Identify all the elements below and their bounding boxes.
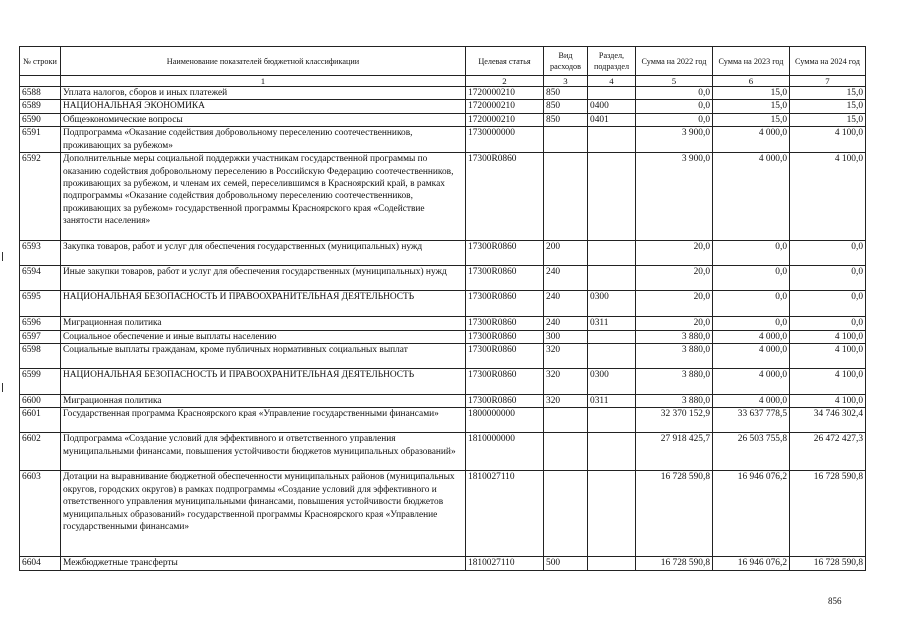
- row-name: Социальное обеспечение и иные выплаты населению: [61, 330, 466, 343]
- row-sum-2024: 4 100,0: [790, 369, 866, 395]
- row-sum-2024: 4 100,0: [790, 395, 866, 408]
- row-sum-2024: 4 100,0: [790, 153, 866, 241]
- row-sum-2024: 0,0: [790, 317, 866, 330]
- row-section: 0311: [588, 395, 636, 408]
- row-number: 6599: [20, 369, 61, 395]
- row-number: 6598: [20, 344, 61, 369]
- row-expense-type: 500: [544, 557, 588, 570]
- row-number: 6595: [20, 291, 61, 317]
- table-row: [20, 330, 866, 343]
- row-sum-2022: 0,0: [636, 87, 713, 100]
- table-body: [20, 87, 866, 571]
- row-section: 0400: [588, 100, 636, 113]
- scan-mark: [2, 252, 3, 261]
- table-row: [20, 87, 866, 100]
- row-expense-type: [544, 408, 588, 433]
- header-sum-2023: Сумма на 2023 год: [713, 47, 790, 76]
- row-sum-2023: 16 946 076,2: [713, 471, 790, 557]
- row-sum-2023: 4 000,0: [713, 153, 790, 241]
- row-sum-2022: 20,0: [636, 266, 713, 291]
- row-section: [588, 557, 636, 570]
- row-section: 0300: [588, 291, 636, 317]
- row-name: НАЦИОНАЛЬНАЯ БЕЗОПАСНОСТЬ И ПРАВООХРАНИТЕЛЬНАЯ ДЕЯТЕЛЬНОСТЬ: [61, 291, 466, 317]
- table-row: [20, 433, 866, 471]
- row-number: 6601: [20, 408, 61, 433]
- row-expense-type: 320: [544, 344, 588, 369]
- row-name: НАЦИОНАЛЬНАЯ ЭКОНОМИКА: [61, 100, 466, 113]
- row-sum-2023: 4 000,0: [713, 369, 790, 395]
- header-target: Целевая статья: [466, 47, 544, 76]
- row-sum-2024: 0,0: [790, 241, 866, 266]
- row-expense-type: 850: [544, 113, 588, 126]
- row-section: 0300: [588, 369, 636, 395]
- row-name: Социальные выплаты гражданам, кроме публичных нормативных социальных выплат: [61, 344, 466, 369]
- row-target: 17300R0860: [466, 330, 544, 343]
- row-number: 6593: [20, 241, 61, 266]
- column-number: 1: [61, 76, 466, 87]
- row-target: 1810000000: [466, 433, 544, 471]
- header-section: Раздел, подраздел: [588, 47, 636, 76]
- row-expense-type: 200: [544, 241, 588, 266]
- table-row: [20, 113, 866, 126]
- row-target: 1810027110: [466, 557, 544, 570]
- row-sum-2024: 4 100,0: [790, 127, 866, 153]
- row-expense-type: 320: [544, 395, 588, 408]
- row-target: 17300R0860: [466, 395, 544, 408]
- row-sum-2023: 0,0: [713, 317, 790, 330]
- column-number: [20, 76, 61, 87]
- row-section: 0311: [588, 317, 636, 330]
- row-name: Межбюджетные трансферты: [61, 557, 466, 570]
- row-name: Государственная программа Красноярского края «Управление государственными финансами»: [61, 408, 466, 433]
- row-sum-2022: 3 880,0: [636, 369, 713, 395]
- row-target: 17300R0860: [466, 291, 544, 317]
- row-section: [588, 433, 636, 471]
- column-number: 2: [466, 76, 544, 87]
- row-sum-2022: 3 880,0: [636, 330, 713, 343]
- row-target: 17300R0860: [466, 266, 544, 291]
- column-number-row: [20, 76, 866, 87]
- row-number: 6589: [20, 100, 61, 113]
- row-sum-2024: 15,0: [790, 87, 866, 100]
- row-sum-2023: 4 000,0: [713, 344, 790, 369]
- row-name: Миграционная политика: [61, 395, 466, 408]
- row-sum-2024: 34 746 302,4: [790, 408, 866, 433]
- row-number: 6591: [20, 127, 61, 153]
- column-number: 5: [636, 76, 713, 87]
- header-row-no: № строки: [20, 47, 61, 76]
- row-expense-type: [544, 153, 588, 241]
- table-row: [20, 344, 866, 369]
- row-target: 17300R0860: [466, 369, 544, 395]
- row-number: 6602: [20, 433, 61, 471]
- table-row: [20, 471, 866, 557]
- row-target: 1730000000: [466, 127, 544, 153]
- row-sum-2024: 16 728 590,8: [790, 557, 866, 570]
- row-sum-2023: 15,0: [713, 87, 790, 100]
- row-number: 6592: [20, 153, 61, 241]
- row-expense-type: 300: [544, 330, 588, 343]
- row-sum-2022: 0,0: [636, 100, 713, 113]
- row-target: 1720000210: [466, 100, 544, 113]
- table-row: [20, 395, 866, 408]
- row-expense-type: [544, 433, 588, 471]
- row-number: 6588: [20, 87, 61, 100]
- row-expense-type: [544, 127, 588, 153]
- table-row: [20, 241, 866, 266]
- row-name: Дополнительные меры социальной поддержки участникам государственной программы по оказанию содействия добровольному переселению в Российскую Федерацию соотечественников, проживающих за рубежом, и членам их семей, переселившимся в Красноярский край, в рамках подпрограммы «Оказание содействия добровольному переселению соотечественников, проживающих за рубежом» государственной программы Красноярского края «Содействие занятости населения»: [61, 153, 466, 241]
- row-sum-2022: 16 728 590,8: [636, 557, 713, 570]
- row-section: [588, 330, 636, 343]
- row-target: 1810027110: [466, 471, 544, 557]
- row-name: Общеэкономические вопросы: [61, 113, 466, 126]
- row-sum-2022: 32 370 152,9: [636, 408, 713, 433]
- row-sum-2023: 4 000,0: [713, 330, 790, 343]
- row-sum-2023: 0,0: [713, 266, 790, 291]
- row-name: Подпрограмма «Создание условий для эффективного и ответственного управления муниципальными финансами, повышения устойчивости бюджетов муниципальных образований»: [61, 433, 466, 471]
- table-row: [20, 291, 866, 317]
- row-number: 6604: [20, 557, 61, 570]
- row-expense-type: 850: [544, 100, 588, 113]
- row-number: 6590: [20, 113, 61, 126]
- row-number: 6596: [20, 317, 61, 330]
- row-sum-2023: 26 503 755,8: [713, 433, 790, 471]
- row-sum-2022: 16 728 590,8: [636, 471, 713, 557]
- row-sum-2023: 33 637 778,5: [713, 408, 790, 433]
- table-row: [20, 100, 866, 113]
- row-sum-2024: 0,0: [790, 291, 866, 317]
- row-expense-type: [544, 471, 588, 557]
- row-sum-2023: 4 000,0: [713, 127, 790, 153]
- row-section: [588, 87, 636, 100]
- row-expense-type: 240: [544, 266, 588, 291]
- row-sum-2024: 4 100,0: [790, 330, 866, 343]
- row-sum-2023: 16 946 076,2: [713, 557, 790, 570]
- row-expense-type: 240: [544, 317, 588, 330]
- column-number: 7: [790, 76, 866, 87]
- row-sum-2022: 27 918 425,7: [636, 433, 713, 471]
- row-sum-2022: 3 880,0: [636, 395, 713, 408]
- column-number: 6: [713, 76, 790, 87]
- row-sum-2024: 26 472 427,3: [790, 433, 866, 471]
- row-sum-2022: 3 900,0: [636, 127, 713, 153]
- table-row: [20, 317, 866, 330]
- row-sum-2022: 20,0: [636, 291, 713, 317]
- row-sum-2023: 15,0: [713, 113, 790, 126]
- row-sum-2023: 0,0: [713, 241, 790, 266]
- row-sum-2023: 4 000,0: [713, 395, 790, 408]
- row-number: 6600: [20, 395, 61, 408]
- row-expense-type: 320: [544, 369, 588, 395]
- row-expense-type: 240: [544, 291, 588, 317]
- header-name: Наименование показателей бюджетной классификации: [61, 47, 466, 76]
- row-target: 1720000210: [466, 113, 544, 126]
- row-sum-2023: 0,0: [713, 291, 790, 317]
- row-section: [588, 241, 636, 266]
- row-name: Дотации на выравнивание бюджетной обеспеченности муниципальных районов (муниципальных округов, городских округов) в рамках подпрограммы «Создание условий для эффективного и ответственного управления муниципальными финансами, повышения устойчивости бюджетов муниципальных образований» государственной программы Красноярского края «Управление государственными финансами»: [61, 471, 466, 557]
- row-expense-type: 850: [544, 87, 588, 100]
- row-name: Уплата налогов, сборов и иных платежей: [61, 87, 466, 100]
- table-row: [20, 557, 866, 570]
- row-sum-2023: 15,0: [713, 100, 790, 113]
- column-number: 3: [544, 76, 588, 87]
- row-number: 6597: [20, 330, 61, 343]
- header-expense-type: Вид расходов: [544, 47, 588, 76]
- row-target: 17300R0860: [466, 344, 544, 369]
- table-row: [20, 266, 866, 291]
- row-sum-2022: 0,0: [636, 113, 713, 126]
- row-name: Миграционная политика: [61, 317, 466, 330]
- table-row: [20, 153, 866, 241]
- header-row: [20, 47, 866, 76]
- row-sum-2024: 15,0: [790, 113, 866, 126]
- row-section: [588, 127, 636, 153]
- row-sum-2024: 4 100,0: [790, 344, 866, 369]
- row-number: 6603: [20, 471, 61, 557]
- row-name: Иные закупки товаров, работ и услуг для обеспечения государственных (муниципальных) нужд: [61, 266, 466, 291]
- row-target: 1800000000: [466, 408, 544, 433]
- row-sum-2024: 16 728 590,8: [790, 471, 866, 557]
- row-sum-2022: 20,0: [636, 317, 713, 330]
- row-name: Закупка товаров, работ и услуг для обеспечения государственных (муниципальных) нужд: [61, 241, 466, 266]
- row-name: Подпрограмма «Оказание содействия добровольному переселению соотечественников, проживающих за рубежом»: [61, 127, 466, 153]
- scan-mark: [2, 383, 3, 392]
- row-section: [588, 408, 636, 433]
- table-row: [20, 369, 866, 395]
- row-section: [588, 266, 636, 291]
- row-number: 6594: [20, 266, 61, 291]
- row-section: [588, 344, 636, 369]
- row-section: [588, 153, 636, 241]
- page-number: 856: [828, 596, 842, 606]
- budget-table: [19, 46, 866, 571]
- row-sum-2022: 3 880,0: [636, 344, 713, 369]
- column-number: 4: [588, 76, 636, 87]
- header-sum-2024: Сумма на 2024 год: [790, 47, 866, 76]
- budget-table-page: [19, 46, 865, 571]
- row-sum-2024: 0,0: [790, 266, 866, 291]
- row-section: [588, 471, 636, 557]
- row-sum-2024: 15,0: [790, 100, 866, 113]
- row-name: НАЦИОНАЛЬНАЯ БЕЗОПАСНОСТЬ И ПРАВООХРАНИТЕЛЬНАЯ ДЕЯТЕЛЬНОСТЬ: [61, 369, 466, 395]
- row-target: 17300R0860: [466, 153, 544, 241]
- row-target: 17300R0860: [466, 241, 544, 266]
- row-target: 1720000210: [466, 87, 544, 100]
- table-row: [20, 127, 866, 153]
- row-section: 0401: [588, 113, 636, 126]
- row-sum-2022: 3 900,0: [636, 153, 713, 241]
- row-target: 17300R0860: [466, 317, 544, 330]
- row-sum-2022: 20,0: [636, 241, 713, 266]
- table-row: [20, 408, 866, 433]
- header-sum-2022: Сумма на 2022 год: [636, 47, 713, 76]
